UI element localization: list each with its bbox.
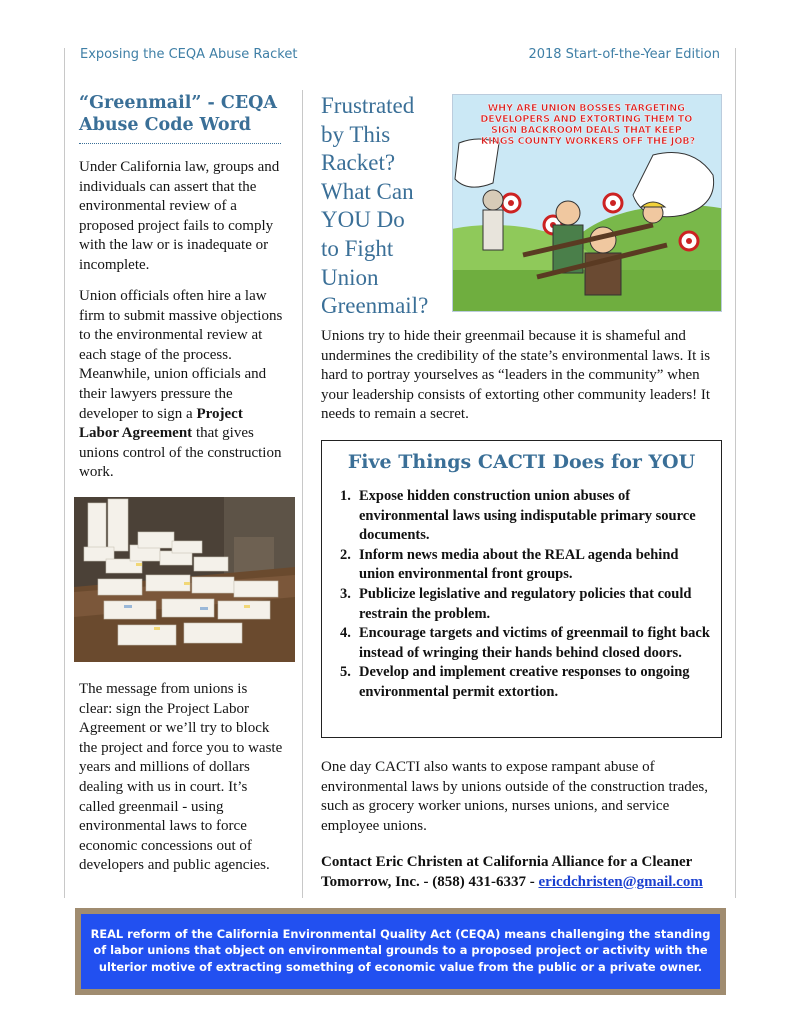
- heading-line-4: What Can: [321, 178, 414, 204]
- greenmail-title-line1: “Greenmail” - CEQA: [79, 93, 277, 113]
- contact-info: [321, 853, 731, 892]
- right-margin-rule: [735, 48, 736, 898]
- banner-text: REAL reform of the California Environmental Quality Act (CEQA) means challenging the standing of labor unions that object on environmental grounds to a proposed project or activity with the ulterior motive of extracting something of economic value from the public or a private owner.: [81, 914, 720, 989]
- heading-line-1: Frustrated: [321, 93, 415, 118]
- header-left: Exposing the CEQA Abuse Racket: [80, 47, 298, 62]
- five-things-box: [321, 440, 722, 738]
- list-item: 1. Expose hidden construction union abuses of environmental laws using indisputable primary source documents.: [340, 488, 696, 544]
- heading-line-6: to Fight: [321, 235, 394, 261]
- heading-line-8: Greenmail?: [321, 293, 429, 319]
- left-margin-rule: [64, 48, 65, 898]
- paragraph-union-officials: [79, 287, 284, 483]
- header-right: 2018 Start-of-the-Year Edition: [528, 47, 720, 62]
- greenmail-title-line2: Abuse Code Word: [79, 115, 252, 135]
- list-item: 4. Encourage targets and victims of greenmail to fight back instead of wringing their hands behind closed doors.: [340, 625, 710, 661]
- five-things-title: Five Things CACTI Does for YOU: [347, 451, 696, 473]
- svg-text:WHY ARE UNION BOSSES TARGETING: WHY ARE UNION BOSSES TARGETING DEVELOPERS AND EXTORTING THEM TO SIGN BACKROOM DEALS THAT KEEP KINGS COUNTY WORKERS OFF THE JOB?: [480, 103, 696, 147]
- column-divider: [302, 90, 303, 898]
- project-labor-agreement-bold: Project Labor Agreement: [79, 405, 243, 442]
- union-bosses-cartoon: [452, 94, 722, 312]
- paragraph-one-day-cacti: One day CACTI also wants to expose rampant abuse of environmental laws by unions outside of the construction trades, such as grocery worker unions, nurses unions, and service employee unions.: [321, 759, 709, 834]
- five-things-list: [332, 487, 711, 703]
- heading-line-7: Union: [321, 264, 379, 290]
- documents-photo: [74, 497, 295, 662]
- list-item: 3. Publicize legislative and regulatory policies that could restrain the problem.: [340, 585, 692, 622]
- heading-line-5: YOU Do: [321, 207, 405, 233]
- list-item: 2. Inform news media about the REAL agenda behind union environmental front groups.: [340, 546, 679, 583]
- paragraph-california-law: Under California law, groups and individuals can assert that the environmental review of a proposed project fails to comply with the law or is inadequate or incomplete.: [79, 159, 280, 273]
- heading-line-3: Racket?: [321, 150, 396, 176]
- list-item: 5. Develop and implement creative responses to ongoing environmental permit extortion.: [340, 664, 690, 700]
- frustrated-heading: [321, 92, 441, 321]
- paragraph-message-from-unions: The message from unions is clear: sign the Project Labor Agreement or we’ll try to block the project and force you to waste years and millions of dollars dealing with us in court. It’s called greenmail - using environmental laws to force economic concessions out of developers and public agencies.: [79, 681, 283, 874]
- paragraph-unions-hide-greenmail: Unions try to hide their greenmail because it is shameful and undermines the credibility of the state’s environmental laws. It is hard to portray yourselves as “leaders in the community” when your leadership consists of extorting other community leaders! It needs to remain a secret.: [321, 328, 711, 423]
- contact-text: Contact Eric Christen at California Alliance for a Cleaner Tomorrow, Inc. - (858) 431-6337 -: [321, 854, 693, 890]
- title-dotted-rule: [79, 143, 281, 144]
- para2-text-b: that gives unions control of the construction work.: [79, 425, 282, 481]
- greenmail-title: [79, 92, 284, 136]
- para2-text-a: Union officials often hire a law firm to submit massive objections to the environmental review at each stage of the process. Meanwhile, union officials and their lawyers pressure the developer to sign a: [79, 288, 283, 422]
- heading-line-2: by This: [321, 121, 391, 147]
- contact-email-link[interactable]: ericdchristen@gmail.com: [538, 873, 703, 890]
- ceqa-reform-banner: [75, 908, 726, 995]
